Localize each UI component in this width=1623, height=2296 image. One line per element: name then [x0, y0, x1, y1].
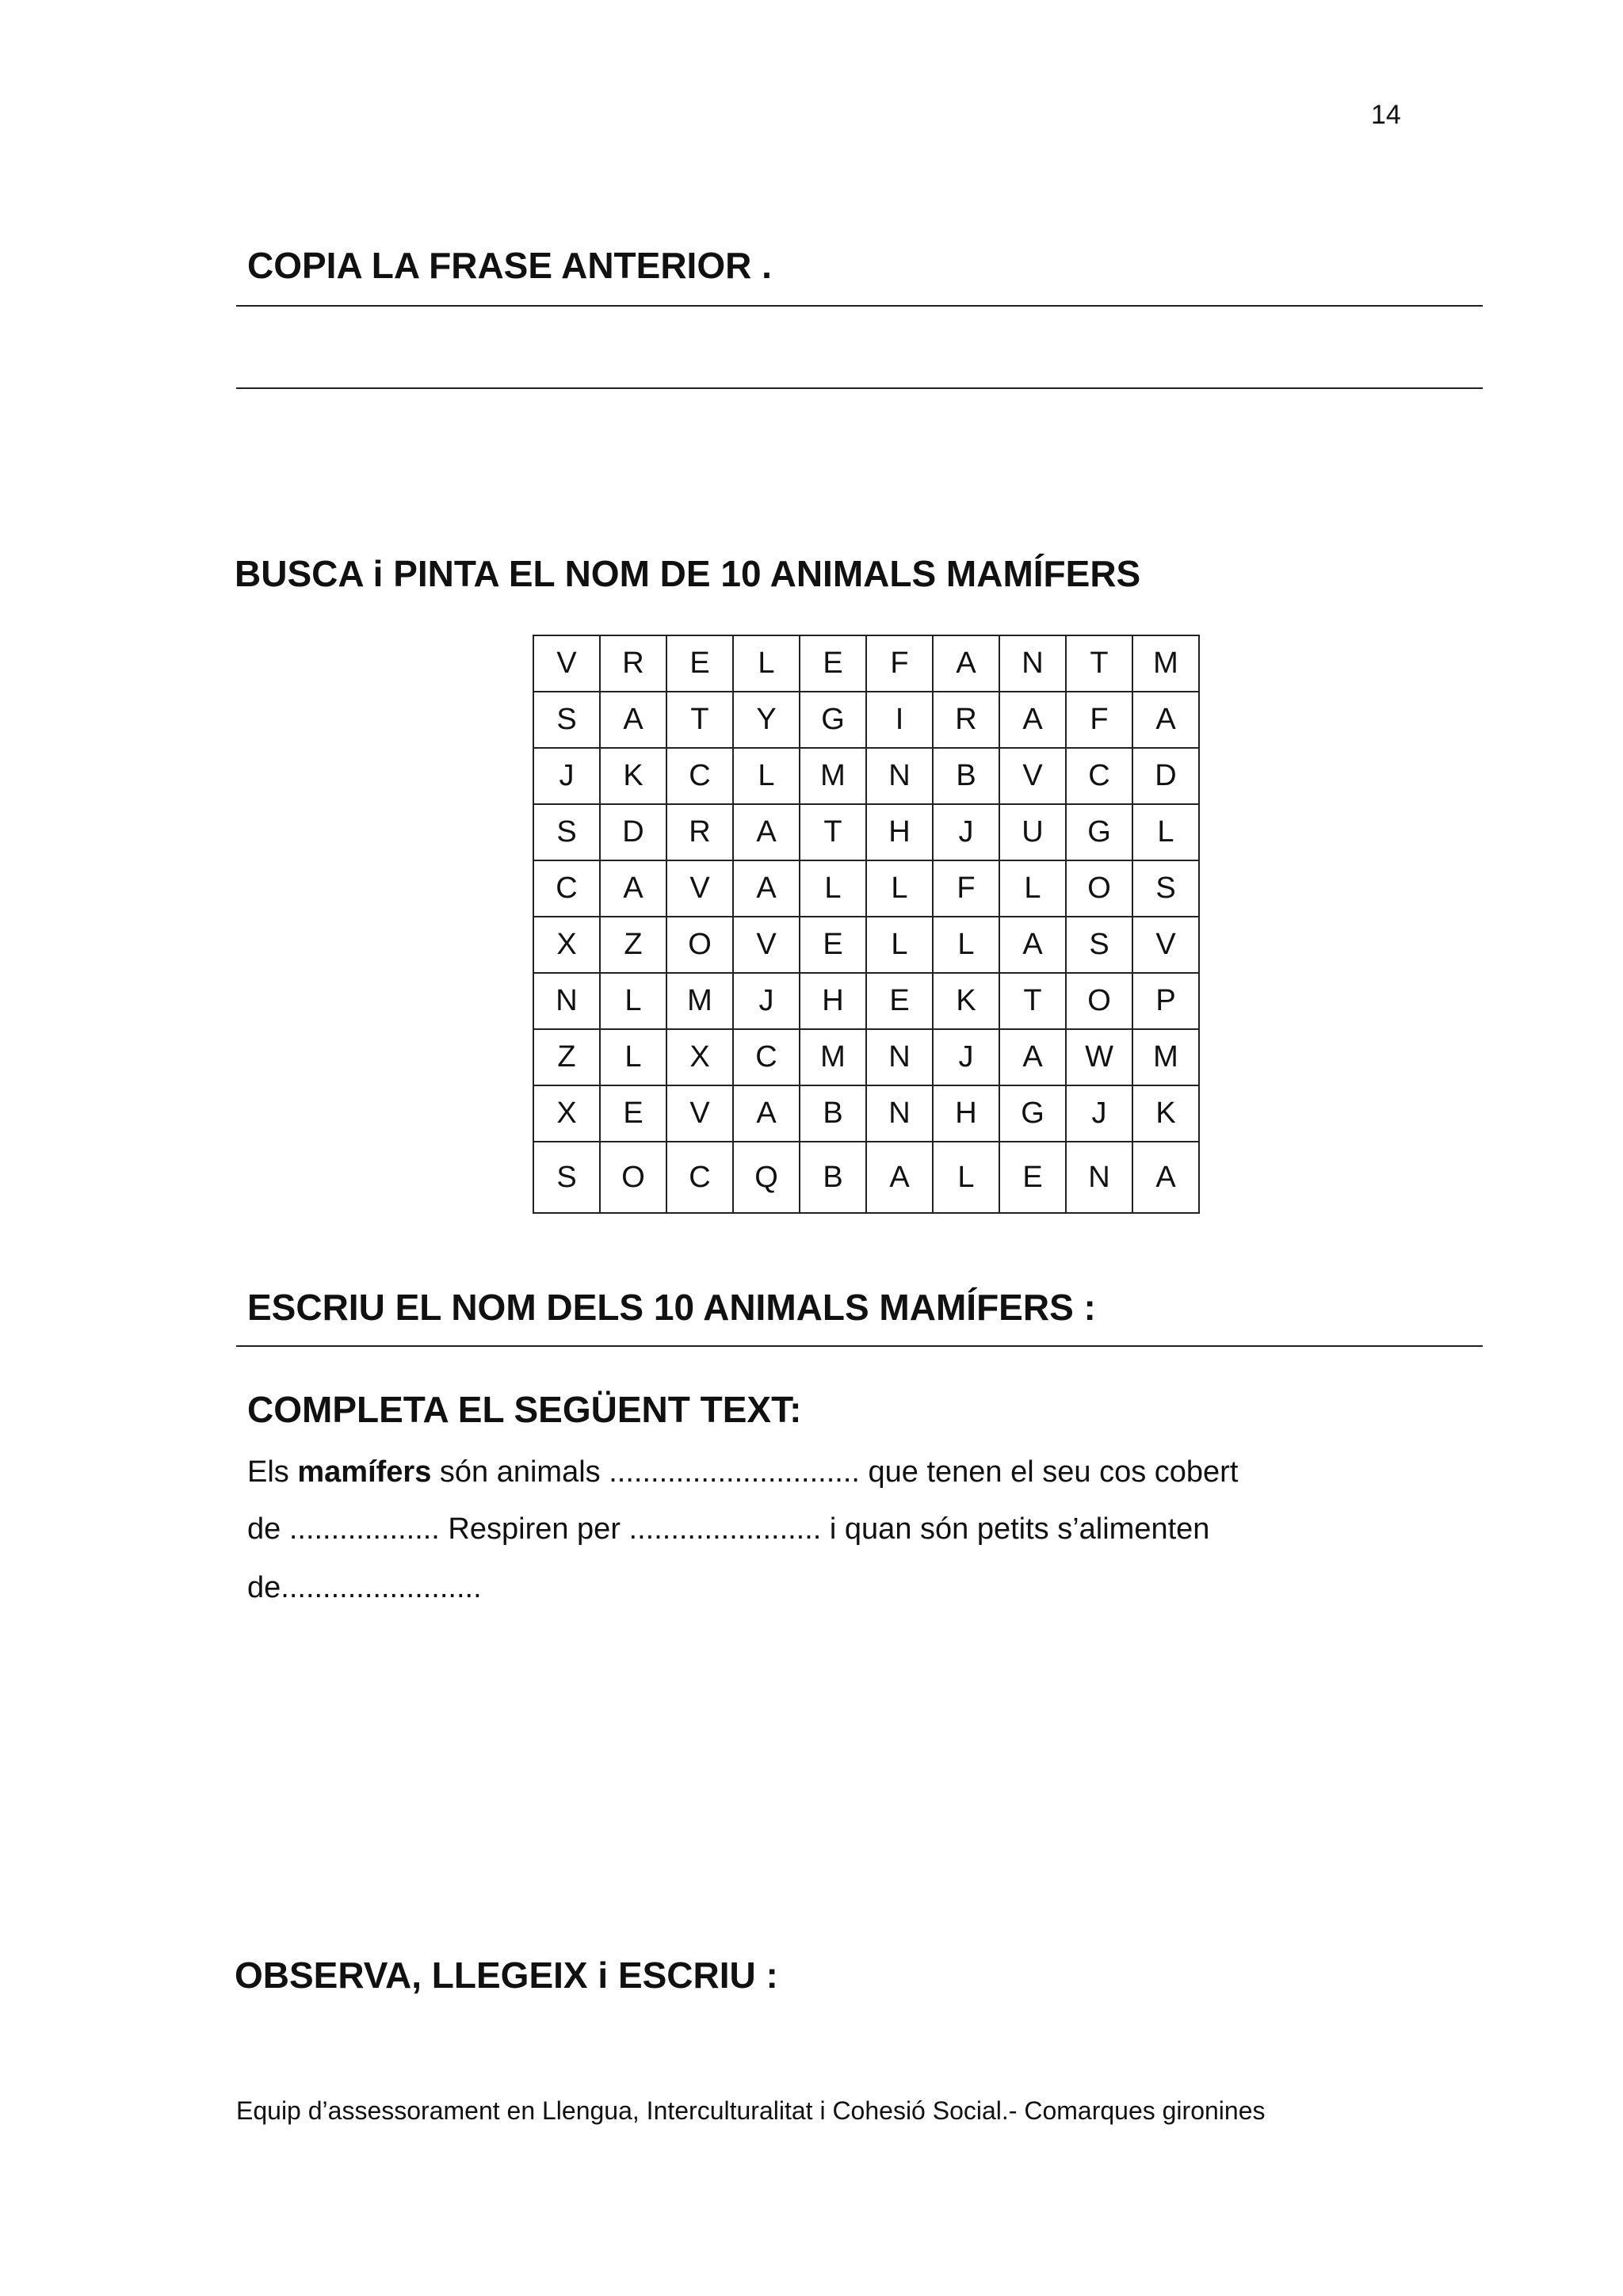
grid-cell[interactable]: T: [666, 692, 733, 748]
grid-cell[interactable]: L: [600, 973, 666, 1029]
grid-cell[interactable]: O: [1066, 973, 1132, 1029]
fill-in-line-3: de........................: [247, 1571, 482, 1604]
grid-cell[interactable]: A: [999, 692, 1066, 748]
word-search-grid: [533, 635, 1200, 1214]
fill-in-bold-word: mamífers: [297, 1455, 432, 1489]
grid-cell[interactable]: R: [933, 692, 999, 748]
grid-cell[interactable]: H: [866, 804, 933, 860]
grid-cell[interactable]: R: [666, 804, 733, 860]
grid-cell[interactable]: A: [733, 1085, 800, 1142]
grid-cell[interactable]: F: [933, 860, 999, 917]
grid-cell[interactable]: R: [600, 635, 666, 692]
grid-cell[interactable]: S: [533, 804, 600, 860]
grid-cell[interactable]: U: [999, 804, 1066, 860]
grid-cell[interactable]: S: [533, 1142, 600, 1213]
grid-cell[interactable]: O: [666, 917, 733, 973]
grid-cell[interactable]: V: [666, 860, 733, 917]
grid-cell[interactable]: S: [1132, 860, 1199, 917]
grid-cell[interactable]: V: [999, 748, 1066, 804]
grid-cell[interactable]: M: [1132, 1029, 1199, 1085]
grid-cell[interactable]: M: [800, 1029, 866, 1085]
grid-cell[interactable]: B: [933, 748, 999, 804]
grid-cell[interactable]: E: [999, 1142, 1066, 1213]
page-number: 14: [1371, 100, 1401, 130]
grid-cell[interactable]: D: [1132, 748, 1199, 804]
fill-in-line-1-start: Els: [247, 1455, 298, 1489]
grid-cell[interactable]: H: [800, 973, 866, 1029]
observe-heading: OBSERVA, LLEGEIX i ESCRIU :: [235, 1955, 778, 1996]
grid-cell[interactable]: A: [999, 1029, 1066, 1085]
grid-cell[interactable]: O: [600, 1142, 666, 1213]
grid-cell[interactable]: I: [866, 692, 933, 748]
grid-cell[interactable]: A: [733, 804, 800, 860]
fill-in-line-1-end: són animals .............................. que tenen el seu cos cobert: [431, 1455, 1239, 1489]
grid-cell[interactable]: N: [533, 973, 600, 1029]
grid-cell[interactable]: C: [733, 1029, 800, 1085]
grid-cell[interactable]: V: [1132, 917, 1199, 973]
grid-row: [533, 804, 1199, 860]
grid-cell[interactable]: A: [999, 917, 1066, 973]
grid-cell[interactable]: G: [999, 1085, 1066, 1142]
grid-cell[interactable]: J: [733, 973, 800, 1029]
grid-cell[interactable]: J: [533, 748, 600, 804]
grid-cell[interactable]: E: [800, 635, 866, 692]
grid-cell[interactable]: W: [1066, 1029, 1132, 1085]
grid-cell[interactable]: K: [933, 973, 999, 1029]
grid-cell[interactable]: O: [1066, 860, 1132, 917]
grid-cell[interactable]: E: [800, 917, 866, 973]
grid-cell[interactable]: A: [600, 860, 666, 917]
grid-cell[interactable]: F: [1066, 692, 1132, 748]
grid-cell[interactable]: A: [866, 1142, 933, 1213]
grid-cell[interactable]: M: [800, 748, 866, 804]
grid-cell[interactable]: A: [1132, 1142, 1199, 1213]
names-answer-line: [236, 1345, 1483, 1347]
grid-cell[interactable]: G: [1066, 804, 1132, 860]
word-search-heading: BUSCA i PINTA EL NOM DE 10 ANIMALS MAMÍFERS: [235, 553, 1141, 594]
grid-cell[interactable]: G: [800, 692, 866, 748]
answer-line-1: [236, 305, 1483, 307]
grid-cell[interactable]: A: [933, 635, 999, 692]
grid-cell[interactable]: J: [933, 804, 999, 860]
grid-cell[interactable]: S: [1066, 917, 1132, 973]
grid-cell[interactable]: K: [1132, 1085, 1199, 1142]
grid-cell[interactable]: M: [1132, 635, 1199, 692]
grid-cell[interactable]: P: [1132, 973, 1199, 1029]
grid-row: [533, 917, 1199, 973]
grid-cell[interactable]: M: [666, 973, 733, 1029]
grid-row: [533, 1142, 1199, 1213]
grid-cell[interactable]: H: [933, 1085, 999, 1142]
grid-cell[interactable]: T: [999, 973, 1066, 1029]
grid-cell[interactable]: L: [800, 860, 866, 917]
grid-cell[interactable]: E: [866, 973, 933, 1029]
grid-row: [533, 748, 1199, 804]
grid-cell[interactable]: X: [666, 1029, 733, 1085]
copy-sentence-heading: COPIA LA FRASE ANTERIOR .: [247, 245, 772, 286]
grid-cell[interactable]: N: [866, 1085, 933, 1142]
grid-cell[interactable]: T: [800, 804, 866, 860]
grid-cell[interactable]: V: [666, 1085, 733, 1142]
grid-cell[interactable]: A: [733, 860, 800, 917]
grid-cell[interactable]: L: [1132, 804, 1199, 860]
grid-cell[interactable]: T: [1066, 635, 1132, 692]
complete-text-heading: COMPLETA EL SEGÜENT TEXT:: [247, 1389, 802, 1430]
grid-cell[interactable]: N: [999, 635, 1066, 692]
grid-row: [533, 1029, 1199, 1085]
grid-cell[interactable]: Y: [733, 692, 800, 748]
grid-cell[interactable]: Z: [533, 1029, 600, 1085]
grid-cell[interactable]: C: [1066, 748, 1132, 804]
footer-credit: Equip d’assessorament en Llengua, Interculturalitat i Cohesió Social.- Comarques gironines: [236, 2096, 1266, 2125]
grid-cell[interactable]: L: [733, 748, 800, 804]
grid-cell[interactable]: J: [1066, 1085, 1132, 1142]
grid-cell[interactable]: N: [866, 1029, 933, 1085]
grid-cell[interactable]: B: [800, 1085, 866, 1142]
grid-cell[interactable]: L: [733, 635, 800, 692]
grid-cell[interactable]: L: [933, 917, 999, 973]
grid-row: [533, 1085, 1199, 1142]
grid-cell[interactable]: V: [533, 635, 600, 692]
answer-line-2: [236, 387, 1483, 389]
grid-cell[interactable]: C: [666, 1142, 733, 1213]
grid-cell[interactable]: F: [866, 635, 933, 692]
grid-row: [533, 692, 1199, 748]
grid-cell[interactable]: A: [1132, 692, 1199, 748]
grid-cell[interactable]: Z: [600, 917, 666, 973]
grid-cell[interactable]: L: [933, 1142, 999, 1213]
grid-cell[interactable]: S: [533, 692, 600, 748]
grid-row: [533, 635, 1199, 692]
grid-cell[interactable]: X: [533, 1085, 600, 1142]
grid-cell[interactable]: L: [866, 917, 933, 973]
grid-cell[interactable]: N: [866, 748, 933, 804]
grid-cell[interactable]: E: [666, 635, 733, 692]
grid-cell[interactable]: D: [600, 804, 666, 860]
grid-cell[interactable]: L: [866, 860, 933, 917]
grid-cell[interactable]: L: [999, 860, 1066, 917]
grid-row: [533, 973, 1199, 1029]
grid-cell[interactable]: L: [600, 1029, 666, 1085]
grid-cell[interactable]: C: [666, 748, 733, 804]
grid-cell[interactable]: K: [600, 748, 666, 804]
grid-row: [533, 860, 1199, 917]
grid-cell[interactable]: V: [733, 917, 800, 973]
grid-cell[interactable]: Q: [733, 1142, 800, 1213]
grid-cell[interactable]: J: [933, 1029, 999, 1085]
grid-cell[interactable]: X: [533, 917, 600, 973]
fill-in-line-2: de .................. Respiren per ....................... i quan són petits s’alimenten: [247, 1512, 1210, 1546]
fill-in-line-1: [247, 1455, 1238, 1489]
grid-cell[interactable]: N: [1066, 1142, 1132, 1213]
grid-cell[interactable]: B: [800, 1142, 866, 1213]
grid-cell[interactable]: E: [600, 1085, 666, 1142]
write-names-heading: ESCRIU EL NOM DELS 10 ANIMALS MAMÍFERS :: [247, 1287, 1096, 1328]
grid-cell[interactable]: A: [600, 692, 666, 748]
grid-cell[interactable]: C: [533, 860, 600, 917]
